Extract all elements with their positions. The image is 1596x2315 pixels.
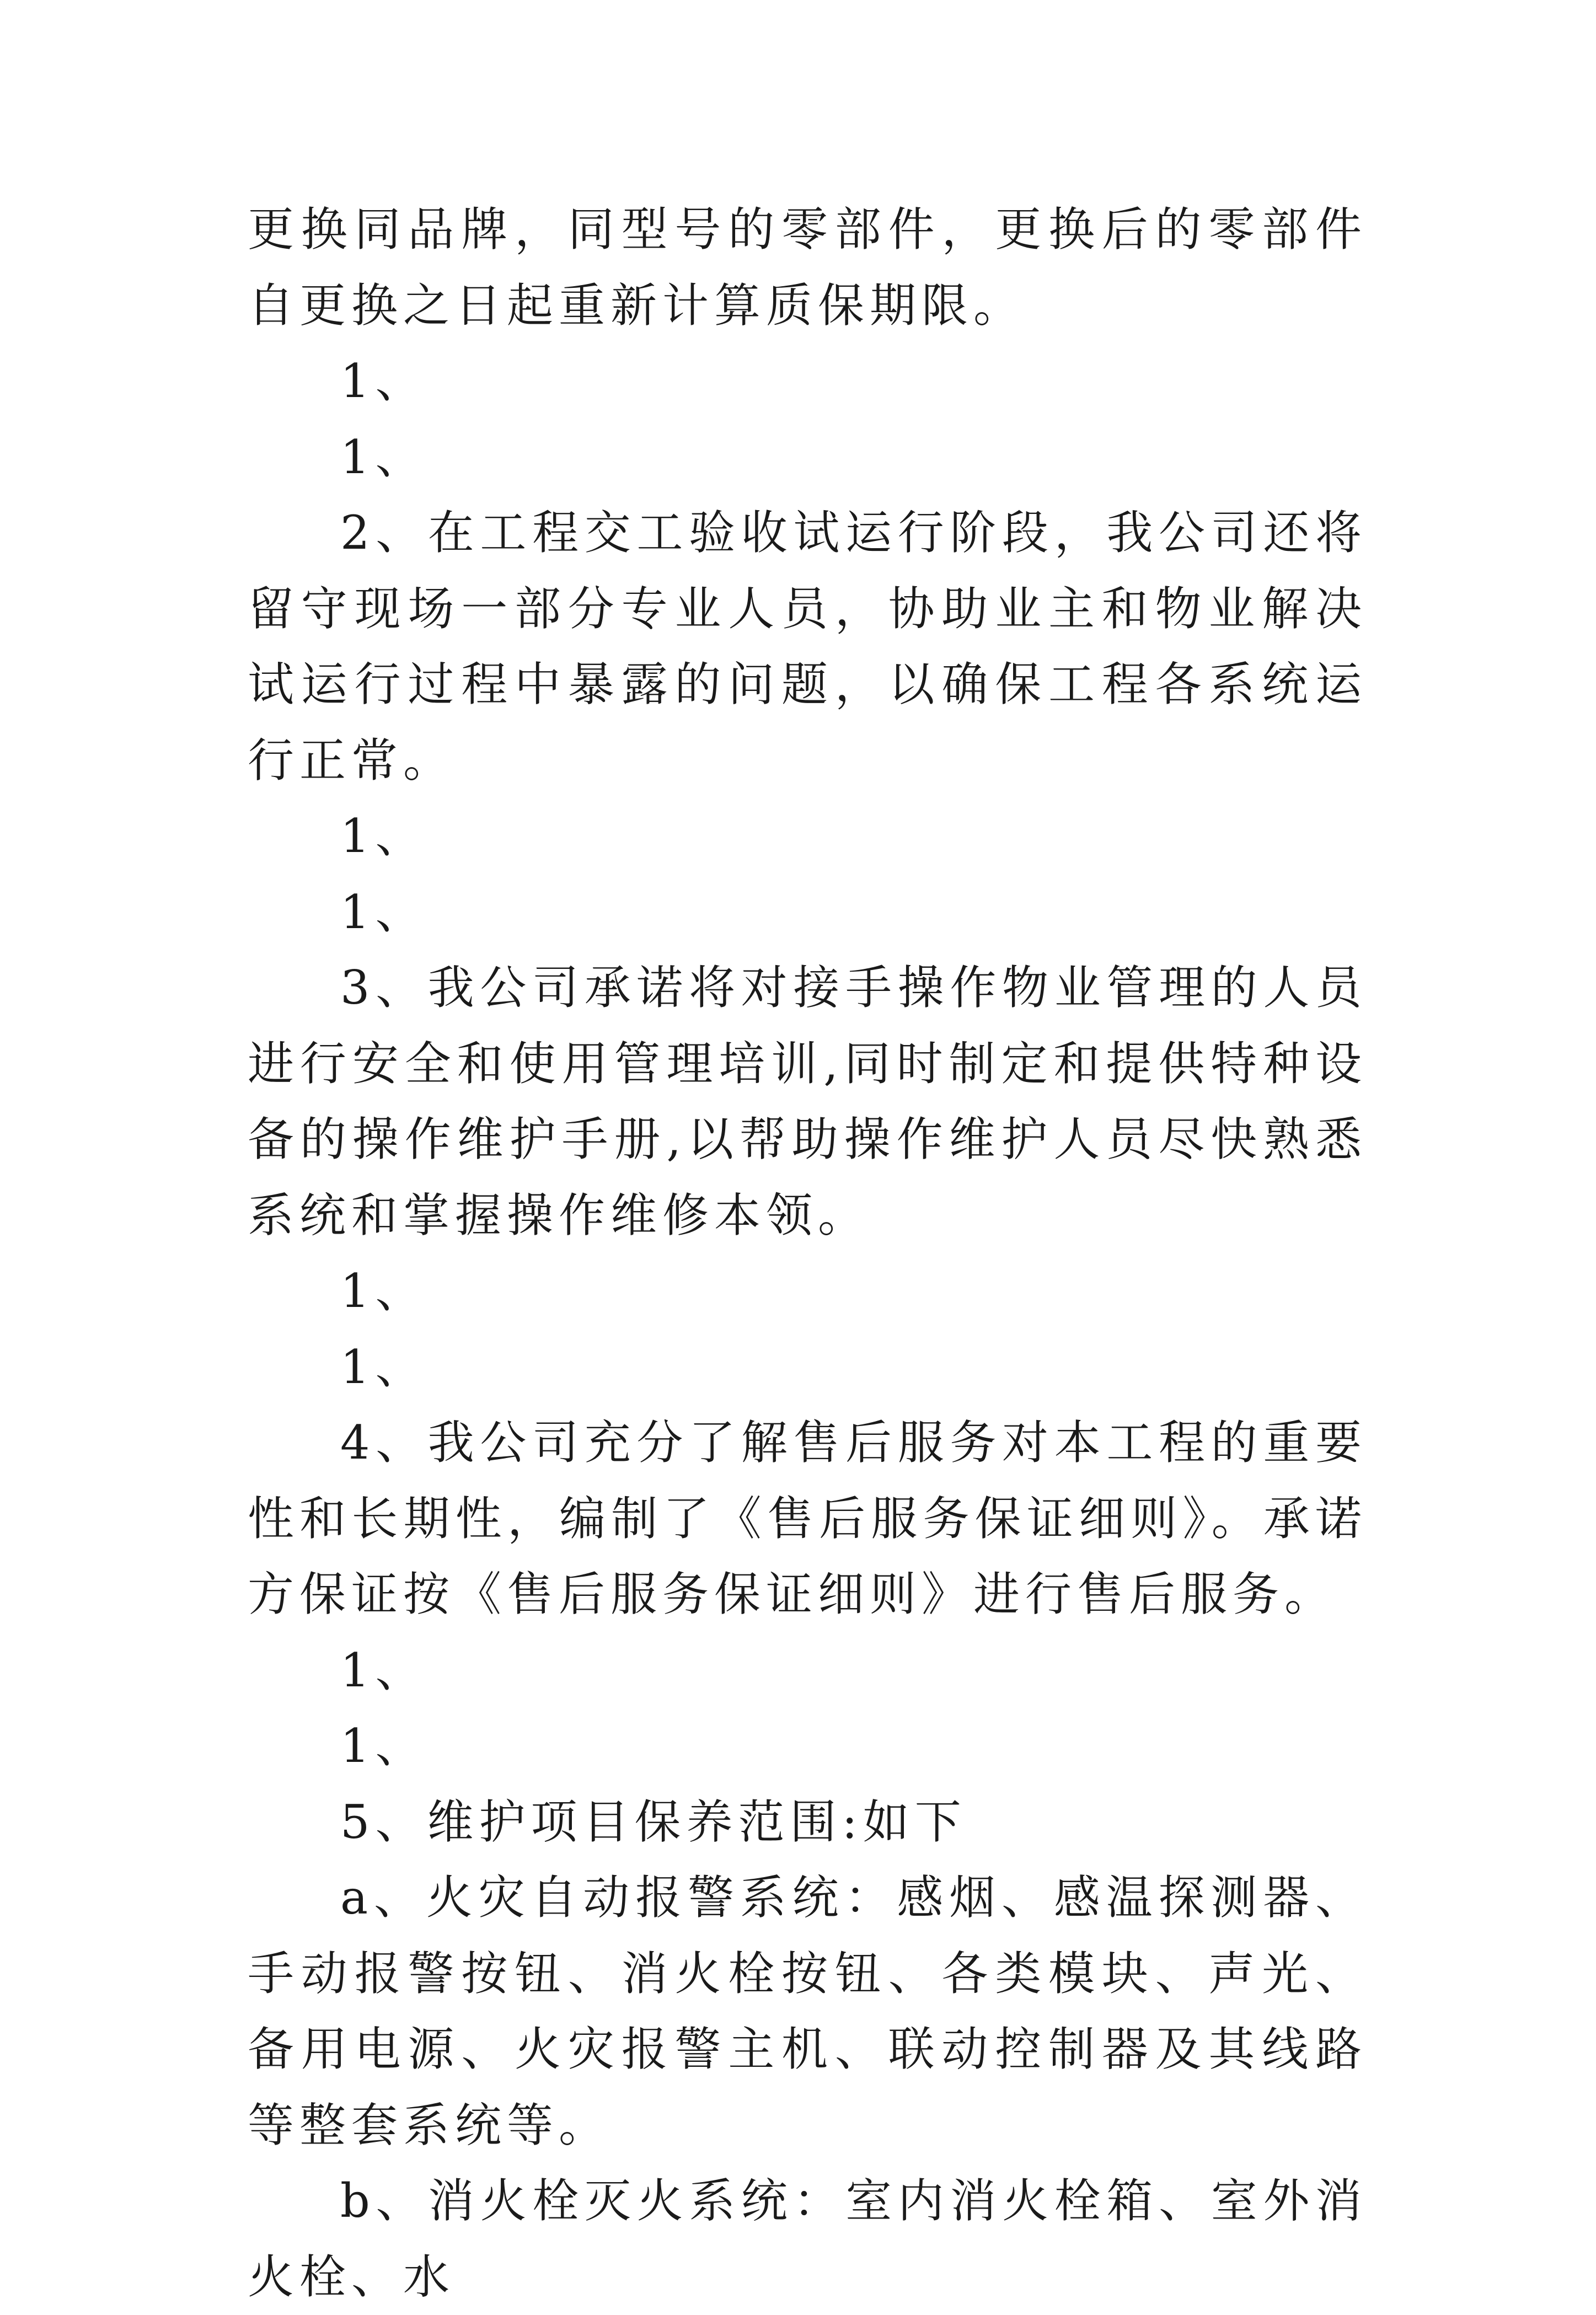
paragraph-list-marker: 1、 xyxy=(340,1643,427,1697)
paragraph-warranty-continuation: 更换同品牌，同型号的零部件，更换后的零部件自更换之日起重新计算质保期限。 xyxy=(248,202,1367,333)
paragraph-list-marker: 1、 xyxy=(340,809,427,863)
paragraph-item-5: 5、维护项目保养范围:如下 xyxy=(340,1794,967,1849)
paragraph-item-4: 4、我公司充分了解售后服务对本工程的重要性和长期性，编制了《售后服务保证细则》。承诺方保证按《售后服务保证细则》进行售后服务。 xyxy=(248,1416,1367,1621)
paragraph-list-marker: 1、 xyxy=(340,1264,427,1318)
document-body xyxy=(248,192,1367,2315)
paragraph-item-2: 2、在工程交工验收试运行阶段，我公司还将留守现场一部分专业人员，协助业主和物业解决试运行过程中暴露的问题，以确保工程各系统运行正常。 xyxy=(248,506,1367,787)
paragraph-list-marker: 1、 xyxy=(340,1719,427,1773)
paragraph-list-marker: 1、 xyxy=(340,354,427,408)
paragraph-item-b: b、消火栓灭火系统：室内消火栓箱、室外消火栓、水 xyxy=(248,2174,1367,2304)
paragraph-item-a: a、火灾自动报警系统：感烟、感温探测器、手动报警按钮、消火栓按钮、各类模块、声光、备用电源、火灾报警主机、联动控制器及其线路等整套系统等。 xyxy=(248,1871,1367,2152)
paragraph-list-marker: 1、 xyxy=(340,885,427,939)
paragraph-list-marker: 1、 xyxy=(340,1339,427,1394)
paragraph-item-3: 3、我公司承诺将对接手操作物业管理的人员进行安全和使用管理培训,同时制定和提供特种设备的操作维护手册,以帮助操作维护人员尽快熟悉系统和掌握操作维修本领。 xyxy=(248,961,1367,1242)
paragraph-list-marker: 1、 xyxy=(340,430,427,484)
